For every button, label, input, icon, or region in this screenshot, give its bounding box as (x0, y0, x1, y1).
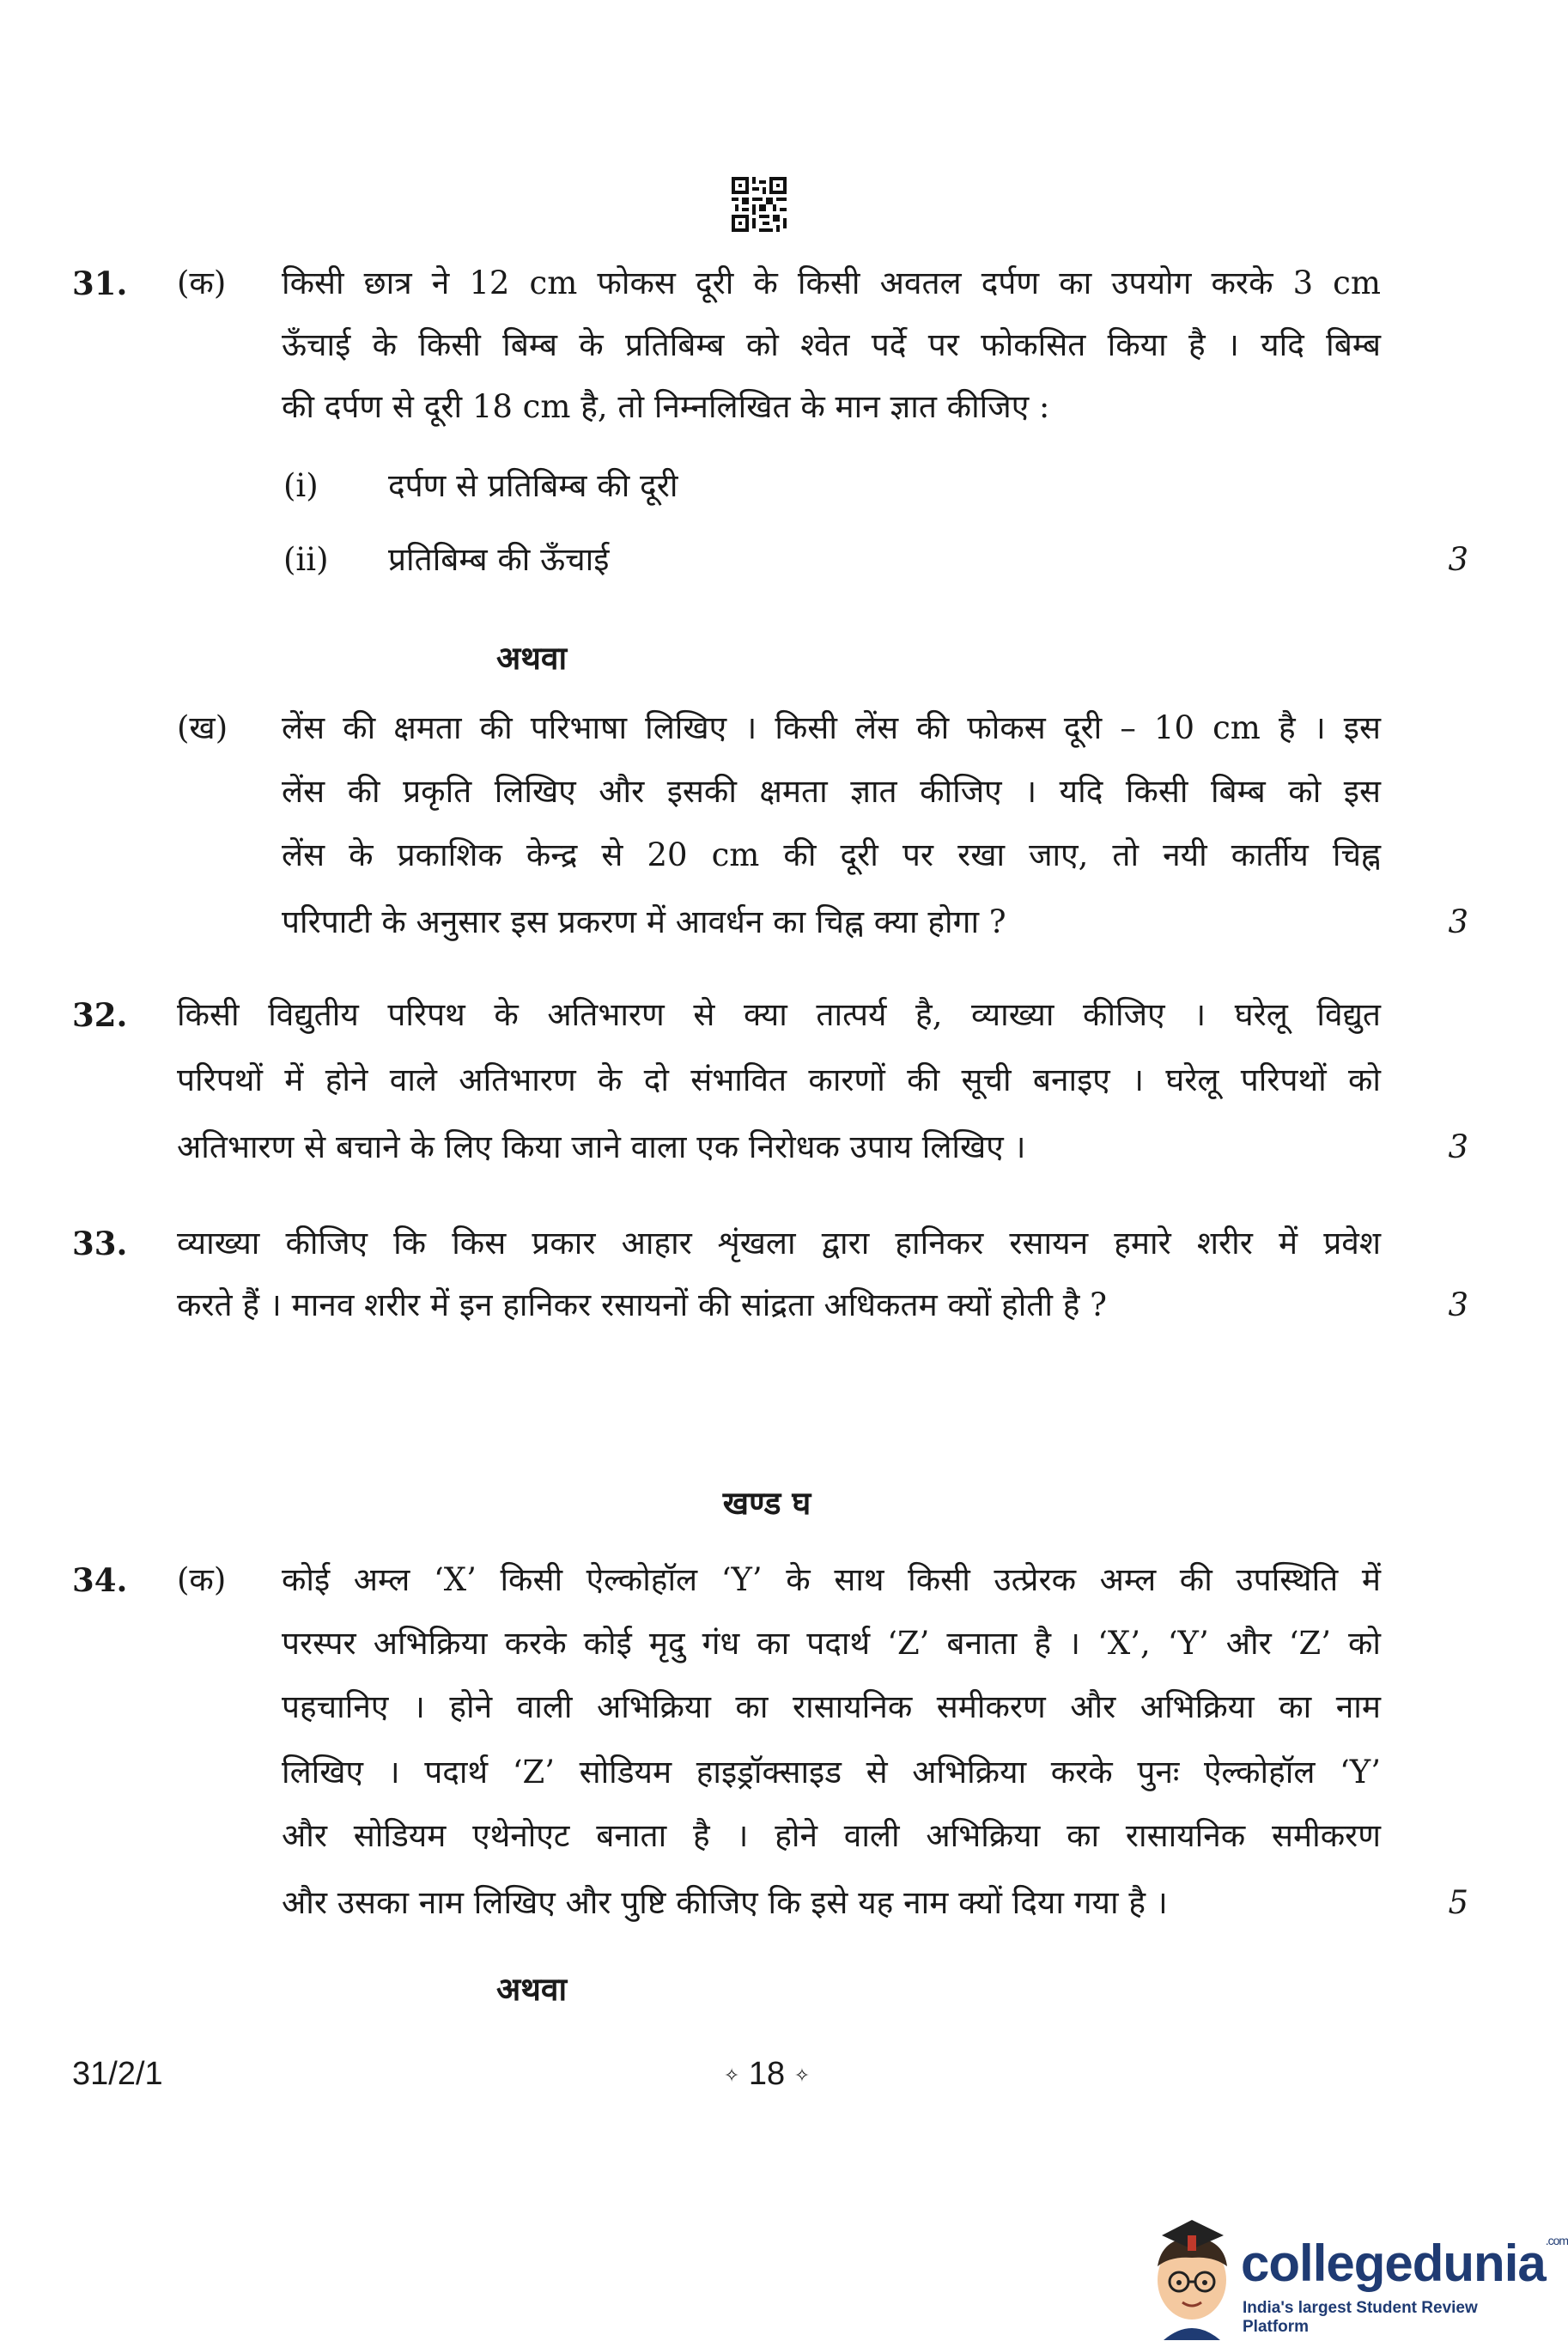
or-separator: अथवा (496, 639, 568, 677)
qr-code-icon (732, 177, 787, 232)
marks: 5 (1448, 1884, 1468, 1921)
question-text-line: पहचानिए । होने वाली अभिक्रिया का रासायनिक समीकरण और अभिक्रिया का नाम (282, 1688, 1381, 1725)
question-text-line: करते हैं । मानव शरीर में इन हानिकर रसायनों की सांद्रता अधिकतम क्यों होती है ? (177, 1286, 1107, 1323)
question-text-line: परिपाटी के अनुसार इस प्रकरण में आवर्धन का चिह्न क्या होगा ? (282, 903, 1006, 940)
collegedunia-logo (1138, 2211, 1568, 2341)
question-text-line: कोई अम्ल ‘X’ किसी ऐल्कोहॉल ‘Y’ के साथ किसी उत्प्रेरक अम्ल की उपस्थिति में (282, 1561, 1381, 1598)
paper-code: 31/2/1 (72, 2056, 163, 2092)
question-text-line: किसी छात्र ने 12 cm फोकस दूरी के किसी अवतल दर्पण का उपयोग करके 3 cm (282, 265, 1381, 301)
student-mascot-icon (1145, 2213, 1239, 2340)
question-number: 33. (72, 1225, 128, 1262)
question-text-line: अतिभारण से बचाने के लिए किया जाने वाला एक निरोधक उपाय लिखिए । (177, 1128, 1026, 1165)
question-text-line: लेंस की प्रकृति लिखिए और इसकी क्षमता ज्ञात कीजिए । यदि किसी बिम्ब को इस (282, 773, 1381, 810)
subpart-text: प्रतिबिम्ब की ऊँचाई (388, 541, 610, 578)
question-text-line: परस्पर अभिक्रिया करके कोई मृदु गंध का पदार्थ ‘Z’ बनाता है । ‘X’, ‘Y’ और ‘Z’ को (282, 1625, 1381, 1662)
subpart-label: (i) (283, 467, 319, 504)
question-text-line: व्याख्या कीजिए कि किस प्रकार आहार शृंखला द्वारा हानिकर रसायन हमारे शरीर में प्रवेश (177, 1225, 1381, 1262)
question-text-line: लेंस की क्षमता की परिभाषा लिखिए । किसी लेंस की फोकस दूरी – 10 cm है । इस (282, 709, 1381, 746)
ornament-icon: ✧ (723, 2064, 740, 2086)
page-number-value: 18 (748, 2056, 786, 2092)
logo-tagline: India's largest Student Review Platform (1243, 2299, 1478, 2336)
page-number (0, 2056, 1534, 2093)
question-text-line: लिखिए । पदार्थ ‘Z’ सोडियम हाइड्रॉक्साइड से अभिक्रिया करके पुनः ऐल्कोहॉल ‘Y’ (282, 1754, 1381, 1791)
question-text-line: की दर्पण से दूरी 18 cm है, तो निम्नलिखित के मान ज्ञात कीजिए : (282, 388, 1050, 425)
question-text-line: लेंस के प्रकाशिक केन्द्र से 20 cm की दूरी पर रखा जाए, तो नयी कार्तीय चिह्न (282, 836, 1381, 873)
marks: 3 (1448, 541, 1468, 578)
question-number: 31. (72, 265, 128, 302)
ornament-icon: ✧ (793, 2064, 811, 2086)
section-heading: खण्ड घ (722, 1484, 811, 1522)
question-number: 32. (72, 996, 128, 1034)
marks: 3 (1448, 903, 1468, 940)
or-separator: अथवा (496, 1970, 568, 2008)
question-text-line: और उसका नाम लिखिए और पुष्टि कीजिए कि इसे यह नाम क्यों दिया गया है । (282, 1884, 1168, 1921)
subpart-text: दर्पण से प्रतिबिम्ब की दूरी (388, 467, 678, 504)
part-label: (ख) (177, 709, 228, 746)
question-number: 34. (72, 1561, 128, 1599)
logo-wordmark: collegedunia$^{.com}$ (1241, 2234, 1568, 2292)
question-text-line: परिपथों में होने वाले अतिभारण के दो संभावित कारणों की सूची बनाइए । घरेलू परिपथों को (177, 1061, 1381, 1098)
marks: 3 (1448, 1128, 1468, 1165)
question-text-line: और सोडियम एथेनोएट बनाता है । होने वाली अभिक्रिया का रासायनिक समीकरण (282, 1817, 1381, 1854)
part-label: (क) (177, 1561, 227, 1598)
question-text-line: किसी विद्युतीय परिपथ के अतिभारण से क्या तात्पर्य है, व्याख्या कीजिए । घरेलू विद्युत (177, 996, 1381, 1033)
marks: 3 (1448, 1286, 1468, 1323)
part-label: (क) (177, 265, 227, 301)
subpart-label: (ii) (283, 541, 329, 578)
question-text-line: ऊँचाई के किसी बिम्ब के प्रतिबिम्ब को श्वेत पर्दे पर फोकसित किया है । यदि बिम्ब (282, 326, 1381, 363)
